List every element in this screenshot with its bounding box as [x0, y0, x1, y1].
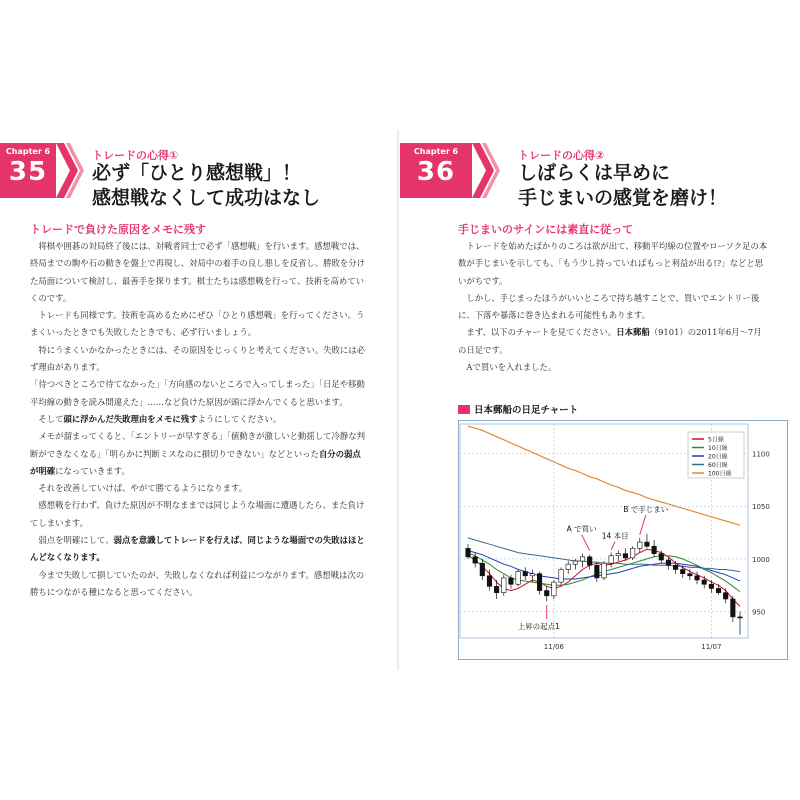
body-text: [458, 238, 768, 376]
candle-body: [466, 548, 471, 556]
candle-body: [695, 576, 700, 580]
section-number: 35: [8, 157, 48, 187]
legend-label: 60日線: [708, 462, 728, 469]
legend-label: 100日線: [708, 470, 732, 478]
candle-body: [638, 542, 643, 548]
paragraph: [458, 324, 768, 359]
text-run: メモが溜まってくると、「エントリーが早すぎる」「値動きが激しいと動揺して冷静な判断ができなくなる」「明らかに判断ミスなのに損切りできない」などといった: [30, 431, 365, 459]
emphasis: 自分の弱点が明確: [30, 448, 361, 476]
x-tick-label: 11/07: [701, 643, 722, 651]
candle-body: [609, 556, 614, 563]
candle-body: [559, 569, 564, 582]
candle-body: [645, 542, 650, 546]
paragraph: 「待つべきところで待てなかった」「方向感のないところで入ってしまった」「日足や移動平均線の動きを読み間違えた」……など負けた原因が頭に浮かんでくると思います。: [30, 379, 365, 407]
candle-body: [530, 574, 535, 576]
x-tick-label: 11/06: [543, 643, 564, 651]
candle-body: [566, 564, 571, 569]
chevron-decoration-icon: [472, 143, 506, 198]
chapter-label: Chapter 6: [5, 147, 51, 156]
paragraph: [30, 532, 368, 567]
y-tick-label: 1100: [752, 450, 770, 459]
candle-body: [666, 560, 671, 565]
title-line-2: 感想戦なくして成功はなし: [92, 187, 321, 209]
text-run: になっていきます。: [55, 465, 130, 476]
candle-body: [473, 557, 478, 563]
section-number: 36: [416, 157, 456, 187]
candle-body: [516, 572, 521, 585]
candle-body: [544, 591, 549, 596]
candle-body: [616, 554, 621, 556]
legend-label: 10日線: [708, 445, 728, 452]
candle-body: [502, 578, 507, 593]
subheading: トレードで負けた原因をメモに残す: [30, 223, 206, 236]
y-tick-label: 1000: [752, 555, 770, 564]
chart-title: [458, 402, 578, 416]
candle-body: [587, 557, 592, 565]
y-tick-label: 1050: [752, 503, 770, 512]
chapter-badge: [400, 143, 472, 198]
subheading: 手じまいのサインには素直に従って: [458, 223, 634, 236]
emphasis: 弱点を意識してトレードを行えば、同じような場面での失敗はほとんどなくなります。: [30, 535, 365, 563]
text-run: ようにしてください。: [197, 413, 282, 424]
candle-body: [595, 565, 600, 578]
candle-body: [623, 554, 628, 558]
candlestick-chart: [458, 420, 788, 660]
paragraph: 将棋や囲碁の対局終了後には、対戦者同士で必ず「感想戦」を行います。感想戦では、終局までの駒や石の動きを盤上で再現し、対局中の着手の良し悪しを反省し、勝敗を分けた局面について検討し、最善手を探ります。棋士たちは感想戦を行って、技術を高めていくのです。: [30, 241, 365, 303]
candle-body: [731, 599, 736, 617]
candle-body: [723, 593, 728, 599]
paragraph: [30, 428, 368, 480]
candle-body: [709, 584, 714, 588]
candle-body: [523, 572, 528, 576]
paragraph: 感想戦を行わず、負けた原因が不明なままでは同じような場面に遭遇したら、また負けてしまいます。: [30, 500, 365, 528]
candle-body: [487, 576, 492, 587]
candle-body: [702, 580, 707, 584]
paragraph: それを改善していけば、やがて勝てるようになります。: [38, 483, 248, 494]
body-text: [30, 238, 368, 601]
annotation-day14: 14 本目: [601, 531, 629, 541]
paragraph: 今まで失敗して損していたのが、失敗しなくなれば利益につながります。感想戦は次の勝ちにつながる種になると思ってください。: [30, 569, 365, 597]
candle-body: [673, 565, 678, 569]
candle-body: [680, 569, 685, 573]
paragraph: [30, 411, 368, 428]
section-kicker: トレードの心得①: [92, 149, 179, 162]
candle-body: [602, 563, 607, 578]
chapter-badge: [0, 143, 56, 198]
section-kicker: トレードの心得②: [518, 149, 605, 162]
text-run: （9101）の2011年6月～7月の日足です。: [458, 327, 762, 355]
paragraph: トレードも同様です。技術を高めるためにぜひ「ひとり感想戦」を行ってください。うまくいったときでも失敗したときでも、必ず行いましょう。: [30, 310, 365, 338]
title-marker-icon: [458, 405, 470, 414]
title-line-1: しばらくは早めに: [518, 162, 671, 184]
section-title: [518, 161, 727, 211]
legend-label: 20日線: [708, 453, 728, 461]
text-run: そして: [38, 413, 64, 424]
candle-body: [630, 548, 635, 557]
chapter-label: Chapter 6: [413, 147, 459, 156]
legend-label: 5日線: [708, 436, 724, 444]
annotation-a: A で買い: [566, 524, 597, 534]
y-tick-label: 950: [752, 608, 766, 617]
candle-body: [480, 563, 485, 576]
text-run: まず、以下のチャートを見てください。: [466, 327, 617, 338]
candle-body: [573, 561, 578, 564]
annotation-b: B で手じまい: [623, 504, 669, 514]
right-page: [400, 0, 800, 800]
candle-body: [738, 617, 743, 618]
text-run: 弱点を明確にして、: [38, 535, 114, 546]
title-line-2: 手じまいの感覚を磨け！: [518, 187, 728, 209]
paragraph: しかし、手じまったほうがいいところで持ち越すことで、買いでエントリー後に、下落や暴落に巻き込まれる可能性もあります。: [458, 292, 760, 321]
paragraph: Aで買いを入れました。: [466, 362, 557, 373]
candle-body: [552, 582, 557, 596]
candle-body: [537, 574, 542, 591]
candle-body: [659, 554, 664, 560]
chevron-decoration-icon: [56, 143, 90, 198]
paragraph: トレードを始めたばかりのころは欲が出て、移動平均線の位置やローソク足の本数が手じまいを示しても、「もう少し持っていればもっと利益が出る!?」などと思いがちです。: [458, 241, 768, 286]
candle-body: [652, 546, 657, 553]
paragraph: 特にうまくいかなかったときには、その原因をじっくりと考えてください。失敗には必ず理由があります。: [30, 344, 366, 373]
emphasis: 日本郵船: [616, 327, 650, 338]
candle-body: [494, 586, 499, 592]
candle-body: [509, 578, 514, 584]
candle-body: [716, 588, 721, 592]
annotation-start: 上昇の起点1: [517, 622, 560, 632]
candle-body: [580, 557, 585, 561]
chart-title-text: 日本郵船の日足チャート: [474, 405, 579, 416]
emphasis: 頭に浮かんだ失敗理由をメモに残す: [63, 413, 198, 424]
candle-body: [688, 574, 693, 576]
title-line-1: 必ず「ひとり感想戦」！: [92, 162, 302, 184]
section-title: [92, 161, 320, 211]
